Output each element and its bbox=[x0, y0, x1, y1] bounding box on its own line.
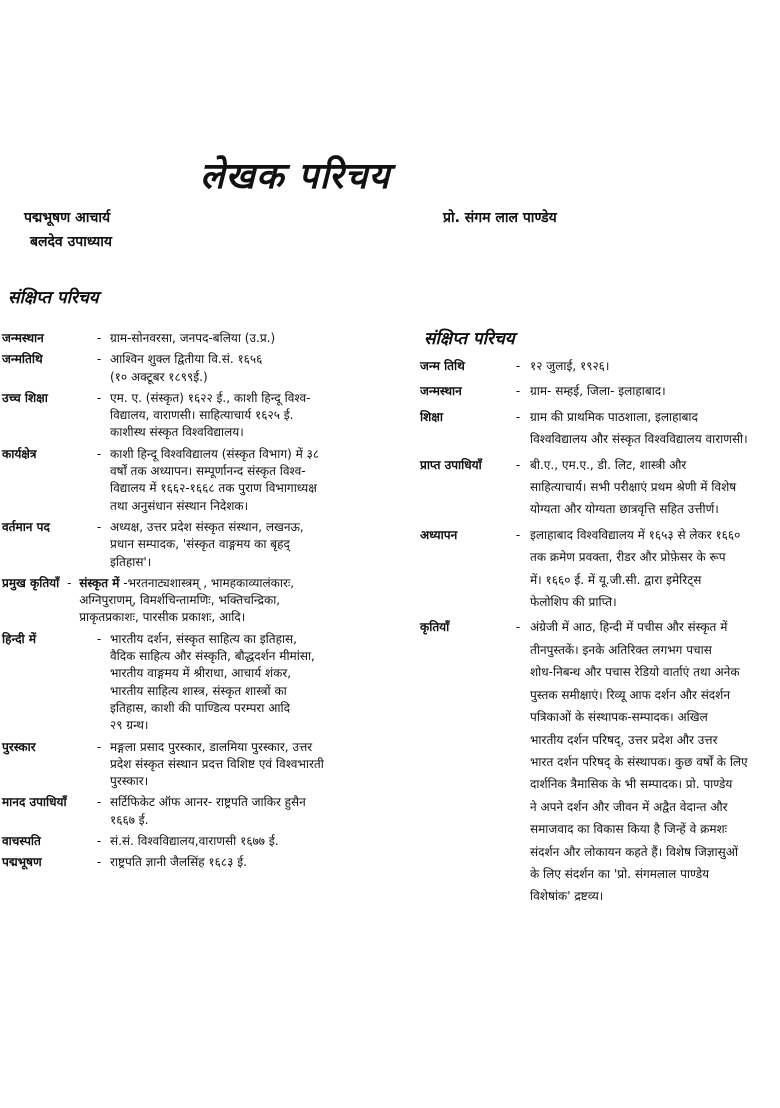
bio-entry-line: सं.सं. विश्वविद्यालय,वाराणसी १६७७ ई. bbox=[110, 834, 279, 849]
bio-entry bbox=[2, 390, 364, 442]
bio-entry-value bbox=[79, 575, 364, 627]
bio-entry-value bbox=[110, 330, 364, 347]
bio-entry-line: तथा अनुसंधान संस्थान निदेशक। bbox=[110, 498, 249, 513]
bio-entry-line: भारतीय साहित्य शास्त्र, संस्कृत शास्त्रों का bbox=[110, 683, 287, 698]
bio-entry-line: अध्यक्ष, उत्तर प्रदेश संस्कृत संस्थान, लखनऊ, bbox=[110, 519, 304, 534]
bio-entry-label: हिन्दी में bbox=[2, 631, 37, 646]
bio-entry-line: ग्राम की प्राथमिक पाठशाला, इलाहाबाद bbox=[530, 409, 698, 424]
bio-entry bbox=[2, 519, 364, 571]
bio-entry-line: के लिए संदर्शन का 'प्रो. संगमलाल पाण्डेय bbox=[530, 866, 710, 881]
bio-entry-line: भारतीय दर्शन परिषद्, उत्तर प्रदेश और उत्तर bbox=[530, 732, 718, 747]
bio-entry-separator: - bbox=[96, 834, 102, 849]
bio-entry-line: प्रदेश संस्कृत संस्थान प्रदत्त विशिष्ट एवं विश्वभारती bbox=[110, 756, 324, 771]
bio-entry-line: भारत दर्शन परिषद् के संस्थापक। कुछ वर्षों के लिए bbox=[530, 754, 748, 769]
bio-entry-value bbox=[110, 794, 364, 829]
bio-entry bbox=[420, 380, 776, 402]
bio-entry-line: अग्निपुराणम्, विमर्शचिन्तामणिः, भक्तिचन्द्रिका, bbox=[79, 593, 281, 608]
bio-entry-line: फेलोशिप की प्राप्ति। bbox=[530, 595, 617, 610]
bio-entry-line: भारतीय दर्शन, संस्कृत साहित्य का इतिहास, bbox=[110, 631, 297, 646]
bio-entry-label: जन्मतिथि bbox=[2, 352, 43, 367]
bio-entry-line: काशीस्थ संस्कृत विश्वविद्यालय। bbox=[110, 425, 244, 440]
right-bio-column bbox=[420, 355, 776, 911]
right-author-name: प्रो. संगम लाल पाण्डेय bbox=[443, 210, 557, 226]
bio-entry-separator: - bbox=[515, 409, 521, 424]
bio-entry-value bbox=[530, 454, 776, 521]
bio-entry-label: प्रमुख कृतियाँ bbox=[2, 575, 60, 590]
bio-entry-value bbox=[110, 519, 364, 571]
bio-entry-value bbox=[110, 390, 364, 442]
bio-entry-value bbox=[530, 524, 776, 614]
bio-entry-label: कार्यक्षेत्र bbox=[2, 446, 37, 461]
bio-entry-separator: - bbox=[515, 384, 521, 399]
bio-entry-separator: - bbox=[67, 575, 72, 590]
bio-entry-value bbox=[530, 406, 776, 451]
bio-entry-line: ग्राम-सोनवरसा, जनपद-बलिया (उ.प्र.) bbox=[110, 331, 276, 345]
left-author-line: पद्मभूषण आचार्य bbox=[24, 210, 111, 226]
bio-entry bbox=[420, 524, 776, 614]
bio-entry bbox=[420, 406, 776, 451]
bio-entry-line: एम. ए. (संस्कृत) १६२२ ई., काशी हिन्दू विश्व- bbox=[110, 390, 311, 405]
bio-entry-separator: - bbox=[515, 620, 521, 635]
left-bio-column bbox=[2, 330, 364, 876]
bio-entry bbox=[420, 454, 776, 521]
bio-entry-lead: संस्कृत में bbox=[79, 575, 120, 590]
bio-entry-line: साहित्याचार्य। सभी परीक्षाएं प्रथम श्रेणी में विशेष bbox=[530, 480, 737, 495]
bio-entry bbox=[2, 330, 364, 347]
bio-entry-line: तक क्रमेण प्रवक्ता, रीडर और प्रोफ़ेसर के रूप bbox=[530, 550, 726, 565]
bio-entry-label: अध्यापन bbox=[420, 527, 458, 542]
bio-entry-line: इतिहास, काशी की पाण्डित्य परम्परा आदि bbox=[110, 700, 290, 715]
bio-entry bbox=[2, 854, 364, 871]
bio-entry-line: ग्राम- सम्हई, जिला- इलाहाबाद। bbox=[530, 384, 666, 399]
bio-entry-line: वर्षों तक अध्यापन। सम्पूर्णानन्द संस्कृत विश्व- bbox=[110, 464, 306, 479]
bio-entry-line: १२ जुलाई, १९२६। bbox=[530, 359, 610, 373]
bio-entry-label: वर्तमान पद bbox=[2, 519, 50, 534]
bio-entry-line: भारतीय वाङ्गमय में श्रीराधा, आचार्य शंकर, bbox=[110, 666, 292, 681]
bio-entry-value bbox=[110, 854, 364, 871]
bio-entry-line: इलाहाबाद विश्वविद्यालय में १६५३ से लेकर १६६० bbox=[530, 527, 741, 542]
page-title: लेखक परिचय bbox=[200, 156, 391, 197]
bio-entry bbox=[420, 616, 776, 907]
bio-entry-line: प्रधान सम्पादक, 'संस्कृत वाङ्गमय का बृहद् bbox=[110, 537, 290, 552]
bio-entry-label: वाचस्पति bbox=[2, 834, 41, 849]
bio-entry-label: पद्मभूषण bbox=[2, 855, 42, 870]
bio-entry-label: कृतियाँ bbox=[420, 620, 450, 635]
bio-entry-line: संदर्शन और लोकायन कहते हैं। विशेष जिज्ञासुओं bbox=[530, 844, 738, 859]
bio-entry-line: पुस्तक समीक्षाएं। रिव्यू आफ दर्शन और संदर्शन bbox=[530, 687, 730, 702]
bio-entry-separator: - bbox=[96, 352, 102, 367]
bio-entry-value bbox=[530, 616, 776, 907]
bio-entry-separator: - bbox=[96, 331, 102, 345]
left-author-name bbox=[24, 206, 112, 254]
left-section-heading: संक्षिप्त परिचय bbox=[8, 288, 99, 308]
bio-entry-separator: - bbox=[96, 631, 102, 646]
bio-entry-line: मङ्गला प्रसाद पुरस्कार, डालमिया पुरस्कार, उत्तर bbox=[110, 739, 313, 754]
bio-entry-line: विश्वविद्यालय और संस्कृत विश्वविद्यालय वाराणसी। bbox=[530, 432, 748, 447]
bio-entry-line: पुरस्कार। bbox=[110, 774, 149, 789]
bio-entry-line: २९ ग्रन्थ। bbox=[110, 718, 149, 733]
bio-entry-line: तीनपुस्तकें। इनके अतिरिक्त लगभग पचास bbox=[530, 642, 712, 657]
bio-entry bbox=[2, 631, 364, 735]
bio-entry-line: राष्ट्रपति ज्ञानी जैलसिंह १६८३ ई. bbox=[110, 855, 247, 870]
bio-entry-separator: - bbox=[96, 739, 102, 754]
bio-entry-line-text: -भरतनाट्यशास्त्रम् , भामहकाव्यालंकारः, bbox=[123, 575, 295, 590]
bio-entry-line: सर्टिफिकेट ऑफ आनर- राष्ट्रपति जाकिर हुसैन bbox=[110, 795, 306, 810]
bio-entry-value bbox=[110, 351, 364, 386]
bio-entry-line: योग्यता और योग्यता छात्रवृत्ति सहित उत्तीर्ण। bbox=[530, 502, 719, 517]
bio-entry bbox=[2, 446, 364, 515]
bio-entry-label: जन्मस्थान bbox=[420, 384, 462, 399]
bio-entry-value bbox=[110, 833, 364, 850]
bio-entry-line: दार्शनिक त्रैमासिक के भी सम्पादक। प्रो. पाण्डेय bbox=[530, 777, 733, 792]
bio-entry-separator: - bbox=[96, 795, 102, 810]
bio-entry-label: मानद उपाधियाँ bbox=[2, 795, 67, 810]
bio-entry-value bbox=[530, 355, 776, 377]
right-section-heading: संक्षिप्त परिचय bbox=[424, 329, 515, 349]
bio-entry bbox=[2, 833, 364, 850]
bio-entry-separator: - bbox=[515, 527, 521, 542]
bio-entry-line: काशी हिन्दू विश्वविद्यालय (संस्कृत विभाग) में ३८ bbox=[110, 446, 320, 461]
bio-entry-line: पत्रिकाओं के संस्थापक-सम्पादक। अखिल bbox=[530, 710, 708, 725]
bio-entry-label: शिक्षा bbox=[420, 409, 443, 424]
bio-entry-line: समाजवाद का विकास किया है जिन्हें वे क्रमशः bbox=[530, 822, 728, 837]
bio-entry-line: प्राकृतप्रकाशः, पारसीक प्रकाशः, आदि। bbox=[79, 610, 246, 625]
bio-entry bbox=[2, 794, 364, 829]
bio-entry-line: ने अपने दर्शन और जीवन में अद्वैत वेदान्त और bbox=[530, 799, 728, 814]
bio-entry-value bbox=[110, 739, 364, 791]
bio-entry-line: इतिहास'। bbox=[110, 554, 152, 569]
bio-entry bbox=[420, 355, 776, 377]
bio-entry bbox=[2, 575, 364, 627]
bio-entry-line: अंग्रेजी में आठ, हिन्दी में पचीस और संस्कृत में bbox=[530, 620, 728, 635]
bio-entry bbox=[2, 351, 364, 386]
left-author-line: बलदेव उपाध्याय bbox=[30, 234, 112, 250]
bio-entry-separator: - bbox=[96, 446, 102, 461]
bio-entry bbox=[2, 739, 364, 791]
bio-entry-value bbox=[110, 446, 364, 515]
bio-entry-label: जन्मस्थान bbox=[2, 331, 44, 345]
bio-entry-line: में। १६६० ई. में यू.जी.सी. द्वारा इमेरिट्स bbox=[530, 572, 702, 587]
bio-entry-label: जन्म तिथि bbox=[420, 359, 465, 373]
bio-entry-separator: - bbox=[96, 390, 102, 405]
bio-entry-line: विशेषांक' द्रष्टव्य। bbox=[530, 889, 604, 904]
bio-entry-label: उच्च शिक्षा bbox=[2, 390, 48, 405]
bio-entry-value bbox=[530, 380, 776, 402]
bio-entry-line: बी.ए., एम.ए., डी. लिट, शास्त्री और bbox=[530, 457, 687, 472]
bio-entry-value bbox=[110, 631, 364, 735]
bio-entry-separator: - bbox=[96, 855, 102, 870]
bio-entry-line: आश्विन शुक्ल द्वितीया वि.सं. १६५६ bbox=[110, 352, 263, 367]
bio-entry-line: विद्यालय, वाराणसी। साहित्याचार्य १६२५ ई. bbox=[110, 408, 294, 423]
bio-entry-line: (१० अक्टूबर १८९९ई.) bbox=[110, 369, 208, 384]
bio-entry-line: १६६७ ई. bbox=[110, 812, 149, 827]
bio-entry-line: वैदिक साहित्य और संस्कृति, बौद्धदर्शन मीमांसा, bbox=[110, 649, 315, 664]
bio-entry-line: शोध-निबन्ध और पचास रेडियो वार्ताएं तथा अनेक bbox=[530, 665, 740, 680]
bio-entry-separator: - bbox=[515, 359, 521, 373]
bio-entry-label: प्राप्त उपाधियाँ bbox=[420, 457, 482, 472]
bio-entry-separator: - bbox=[515, 457, 521, 472]
bio-entry-separator: - bbox=[96, 519, 102, 534]
bio-entry-label: पुरस्कार bbox=[2, 739, 36, 754]
bio-entry-line bbox=[79, 575, 364, 592]
bio-entry-line: विद्यालय में १६६२-१६६८ तक पुराण विभागाध्यक्ष bbox=[110, 481, 317, 496]
